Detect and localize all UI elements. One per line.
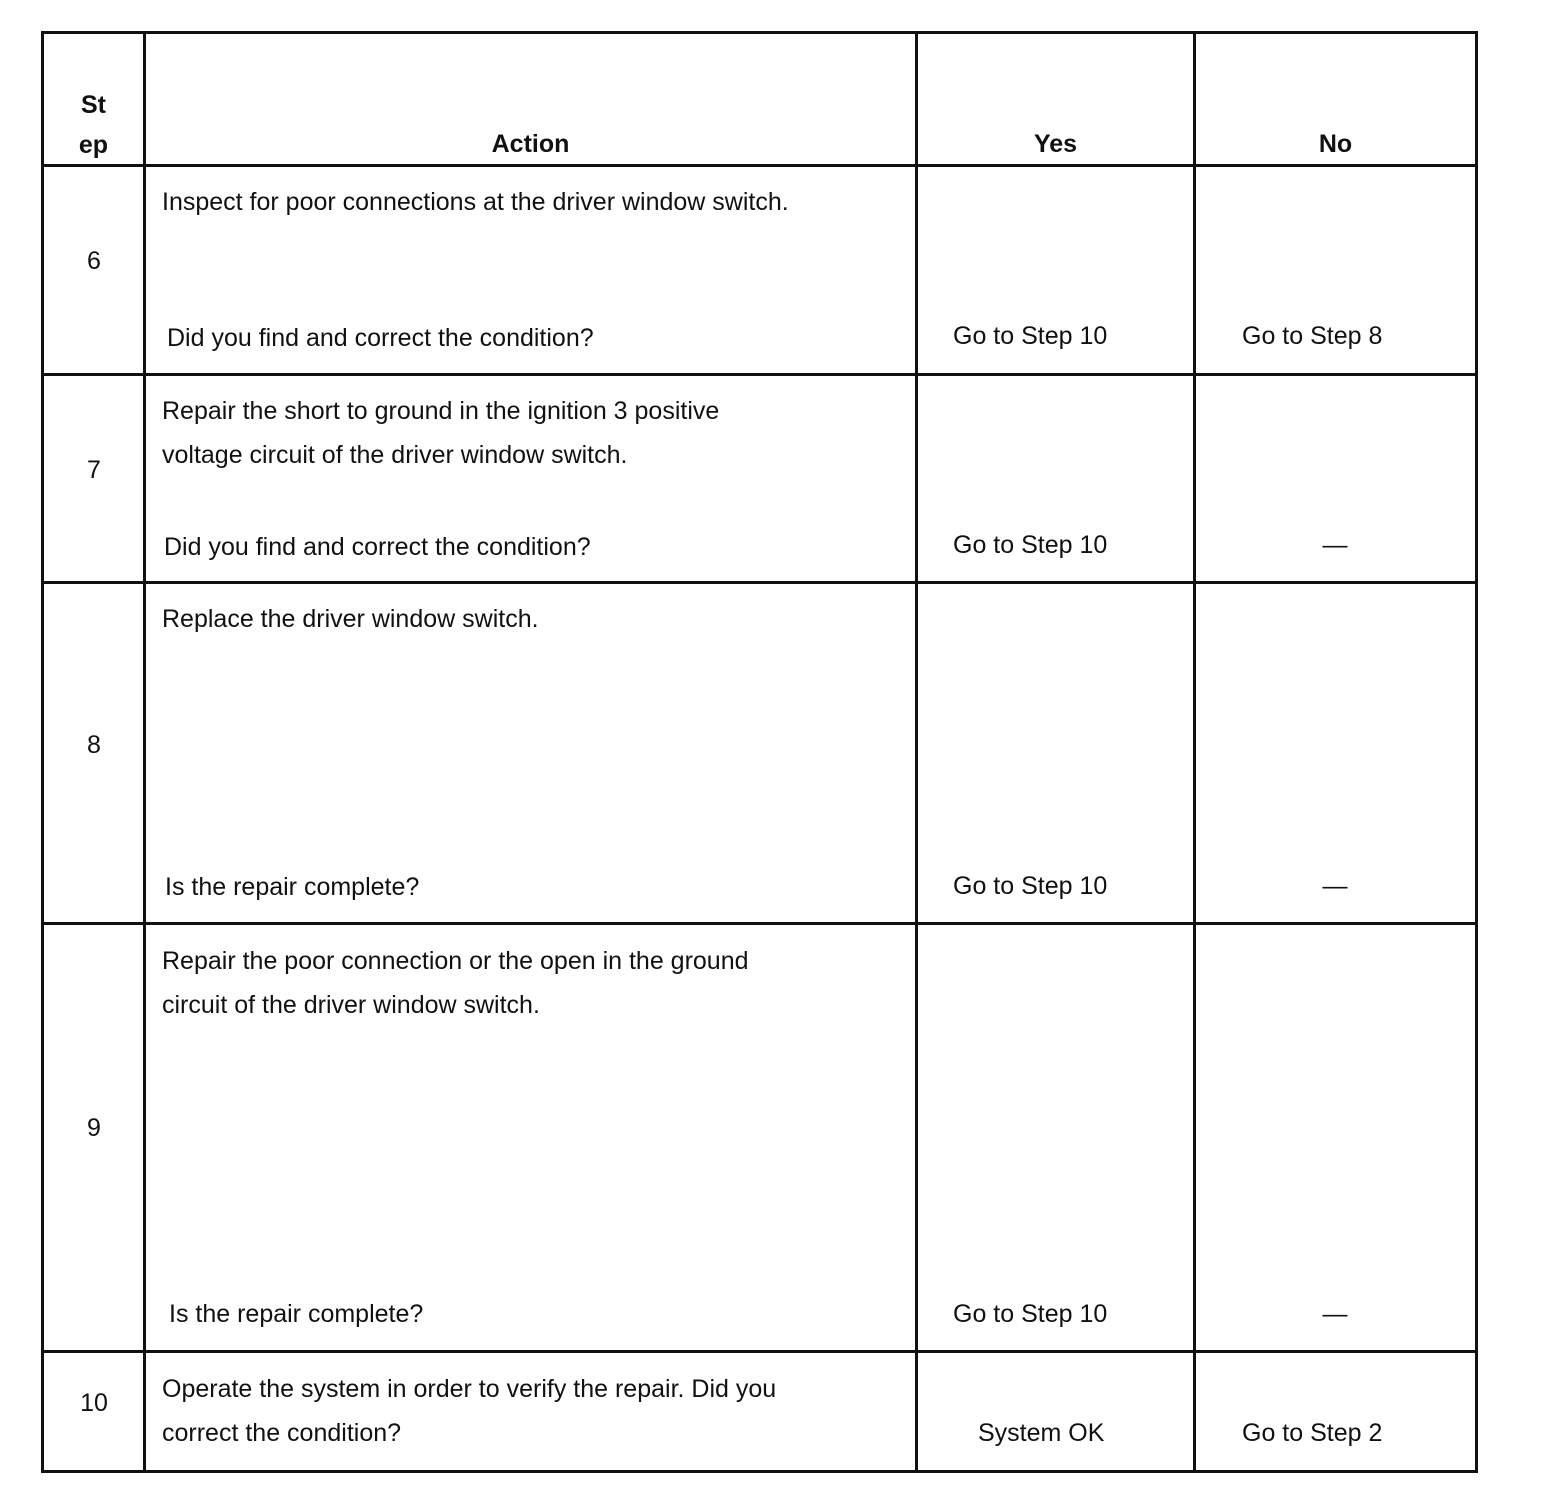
step-number: 8 [87,731,101,759]
header-step: St ep [78,91,109,159]
table-border-top [41,31,1478,34]
action-text: circuit of the driver window switch. [162,991,540,1019]
row-divider [41,164,1478,167]
action-text: Repair the short to ground in the ignition 3 positive [162,397,720,425]
row-divider [41,373,1478,376]
row-divider [41,581,1478,584]
yes-result: Go to Step 10 [953,872,1108,900]
step-number: 10 [80,1389,108,1417]
no-result: — [1322,1300,1348,1328]
yes-result: Go to Step 10 [953,1300,1108,1328]
table-border-right [1475,31,1478,1473]
action-question: Did you find and correct the condition? [167,324,594,352]
action-text: correct the condition? [162,1419,402,1447]
row-divider [41,1350,1478,1353]
no-result: Go to Step 2 [1242,1419,1383,1447]
action-text: voltage circuit of the driver window switch. [162,441,628,469]
action-question: Is the repair complete? [165,873,420,901]
action-question: Did you find and correct the condition? [164,533,591,561]
step-number: 9 [87,1114,101,1142]
yes-result: Go to Step 10 [953,322,1108,350]
action-text: Inspect for poor connections at the driver window switch. [162,188,789,216]
yes-result: System OK [978,1419,1105,1447]
table-border-bottom [41,1470,1478,1473]
row-divider [41,922,1478,925]
header-yes: Yes [1033,130,1078,158]
no-result: — [1322,872,1348,900]
diagnostic-table [41,31,1478,1473]
header-action: Action [491,130,570,158]
yes-result: Go to Step 10 [953,531,1108,559]
no-result: Go to Step 8 [1242,322,1383,350]
column-divider [1193,31,1196,1473]
step-number: 7 [87,456,101,484]
column-divider [915,31,918,1473]
action-question: Is the repair complete? [169,1300,424,1328]
action-text: Repair the poor connection or the open in the ground [162,947,749,975]
step-number: 6 [87,247,101,275]
no-result: — [1322,531,1348,559]
action-text: Operate the system in order to verify the repair. Did you [162,1375,777,1403]
action-text: Replace the driver window switch. [162,605,539,633]
header-no: No [1318,130,1353,158]
